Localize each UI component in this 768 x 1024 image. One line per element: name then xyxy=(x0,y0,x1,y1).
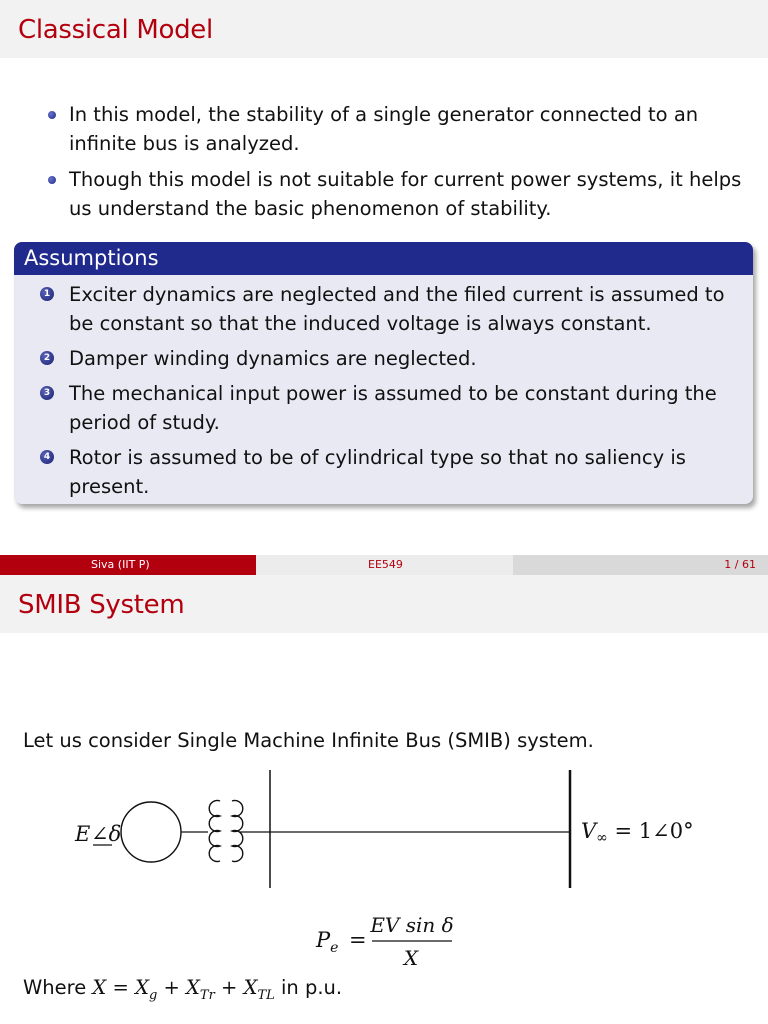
footer-author: Siva (IIT P) xyxy=(91,558,150,571)
enum-ball-icon: 3 xyxy=(40,386,54,400)
transformer-icon xyxy=(209,801,243,862)
infinite-bus-label xyxy=(581,819,694,846)
equation-equals: = xyxy=(349,928,367,952)
where-text xyxy=(23,973,342,1010)
enum-ball-icon: 2 xyxy=(40,351,54,365)
where-XTL: X xyxy=(243,976,258,999)
assumptions-block-header xyxy=(14,242,753,275)
footer-course-box xyxy=(256,555,513,575)
bullet-text: In this model, the stability of a single generator connected to an infinite bus is analyzed. xyxy=(69,103,699,155)
where-TL-sub: TL xyxy=(257,987,275,1003)
slide-smib-system xyxy=(0,575,768,1024)
source-label-E: E xyxy=(75,822,91,846)
bullet-icon xyxy=(48,111,56,119)
lhs-sub: e xyxy=(330,940,339,956)
equation-lhs xyxy=(315,928,338,956)
power-equation-svg xyxy=(0,905,768,975)
smib-diagram-svg xyxy=(0,770,768,900)
where-plus: + xyxy=(214,976,244,999)
equation-denominator: X xyxy=(403,946,419,970)
lhs-P: P xyxy=(316,928,331,952)
enum-ball-icon: 4 xyxy=(40,450,54,464)
assumption-text: Damper winding dynamics are neglected. xyxy=(69,347,477,370)
footer-author-box xyxy=(0,555,256,575)
bus-label-sub: ∞ xyxy=(596,830,608,846)
bus-label-V: V xyxy=(581,819,597,843)
assumption-text: The mechanical input power is assumed to be constant during the period of study. xyxy=(69,382,717,434)
where-equals: = xyxy=(106,976,136,999)
slide-title: Classical Model xyxy=(18,15,213,45)
assumption-text: Exciter dynamics are neglected and the filed current is assumed to be constant so that the induced voltage is always constant. xyxy=(69,283,725,335)
where-plus: + xyxy=(157,976,187,999)
frame-title-bar xyxy=(0,575,768,633)
where-X: X xyxy=(92,976,107,999)
where-XTr: X xyxy=(186,976,200,999)
where-Tr-sub: Tr xyxy=(199,987,215,1003)
footer-course: EE549 xyxy=(368,558,403,571)
source-label-angle: ∠δ xyxy=(91,822,122,846)
bullet-icon xyxy=(48,176,56,184)
assumption-text: Rotor is assumed to be of cylindrical type so that no saliency is present. xyxy=(69,446,686,498)
slide-title: SMIB System xyxy=(18,590,185,620)
equation-numerator: EV sin δ xyxy=(370,913,454,937)
where-prefix: Where xyxy=(23,976,93,999)
bullet-text: Though this model is not suitable for current power systems, it helps us understand the basic phenomenon of stability. xyxy=(69,168,742,220)
footer-page-box xyxy=(513,555,768,575)
smib-diagram xyxy=(0,770,768,900)
footline xyxy=(0,555,768,575)
assumptions-title: Assumptions xyxy=(24,246,159,270)
where-g-sub: g xyxy=(148,987,158,1003)
assumptions-block xyxy=(14,242,753,504)
intro-text: Let us consider Single Machine Infinite Bus (SMIB) system. xyxy=(23,729,594,752)
where-Xg: X xyxy=(135,976,149,999)
generator-icon xyxy=(121,802,181,862)
footer-page-number: 1 / 61 xyxy=(724,558,756,571)
power-equation xyxy=(0,905,768,975)
where-suffix: in p.u. xyxy=(274,976,343,999)
frame-title-bar xyxy=(0,0,768,58)
bus-label-rest: = 1∠0° xyxy=(607,819,694,843)
enum-ball-icon: 1 xyxy=(40,287,54,301)
